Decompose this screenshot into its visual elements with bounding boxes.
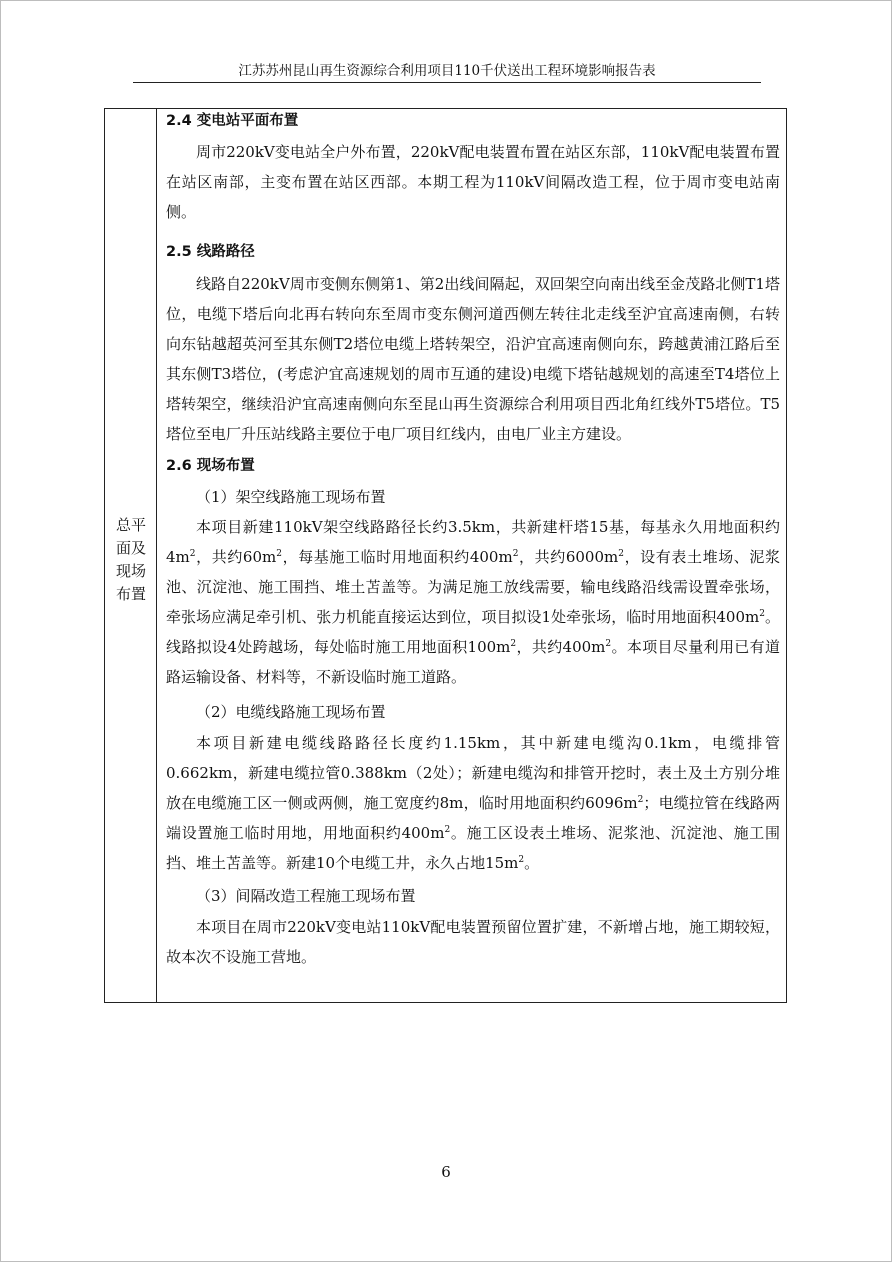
row-label-line: 现场 (115, 562, 146, 580)
superscript: 2 (637, 795, 644, 805)
page-number: 6 (441, 1163, 451, 1181)
header-rule (133, 82, 761, 83)
text-run: ，设有表土堆场、泥浆池、沉淀池、施工围挡、堆土苫盖等。为满足施工放线需要，输电线路沿线需设置牵张场，牵张场应满足牵引机、张力机能直接运达到位，项目拟设1处牵张场，临时用地面积400m (166, 548, 780, 626)
section-heading-2-4: 2.4 变电站平面布置 (166, 113, 299, 129)
text-run: 。线路拟设4处跨越场，每处临时施工用地面积100m (166, 608, 780, 656)
row-label-line: 总平 (115, 516, 146, 534)
text-run: 。本项目尽量利用已有道路运输设备、材料等，不新设临时施工道路。 (166, 638, 780, 686)
section-paragraph-2-4: 周市220kV变电站全户外布置，220kV配电装置布置在站区东部，110kV配电装置布置在站区南部，主变布置在站区西部。本期工程为110kV间隔改造工程，位于周市变电站南侧。 (166, 143, 780, 221)
row-label-line: 布置 (115, 585, 146, 603)
text-run: ，共约60m (195, 548, 277, 566)
superscript: 2 (189, 549, 196, 559)
subsection-paragraph-cable (166, 728, 780, 878)
row-label (105, 514, 157, 606)
superscript: 2 (518, 855, 525, 865)
subsection-title-bay: （3）间隔改造工程施工现场布置 (196, 887, 416, 905)
text-run: 本项目新建电缆线路路径长度约1.15km，其中新建电缆沟0.1km，电缆排管0.662km，新建电缆拉管0.388km（2处）；新建电缆沟和排管开挖时，表土及土方别分堆放在电缆施工区一侧或两侧，施工宽度约8m，临时用地面积约6096m (166, 734, 780, 812)
superscript: 2 (510, 639, 517, 649)
section-heading-2-6: 2.6 现场布置 (166, 458, 255, 474)
text-run: ；电缆拉管在线路两端设置施工临时用地，用地面积约400m (166, 794, 780, 842)
superscript: 2 (276, 549, 282, 559)
superscript: 2 (444, 825, 451, 835)
text-run: 。 (524, 854, 540, 872)
subsection-paragraph-overhead (166, 512, 780, 692)
section-paragraph-2-5: 线路自220kV周市变侧东侧第1、第2出线间隔起，双回架空向南出线至金茂路北侧T1塔位，电缆下塔后向北再右转向东至周市变东侧河道西侧左转往北走线至沪宜高速南侧，右转向东钻越超英河至其东侧T2塔位电缆上塔转架空，沿沪宜高速南侧向东，跨越黄浦江路后至其东侧T3塔位，(考虑沪宜高速规划的周市互通的建设)电缆下塔钻越规划的高速至T4塔位上塔转架空，继续沿沪宜高速南侧向东至昆山再生资源综合利用项目西北角红线外T5塔位。T5塔位至电厂升压站线路主要位于电厂项目红线内，由电厂业主方建设。 (166, 275, 780, 443)
text-run: 本项目新建110kV架空线路路径长约3.5km，共新建杆塔15基，每基永久用地面积约4m (166, 518, 780, 566)
content-cell (158, 109, 786, 1002)
document-header-title: 江苏苏州昆山再生资源综合利用项目110千伏送出工程环境影响报告表 (238, 63, 656, 79)
superscript: 2 (618, 549, 624, 559)
superscript: 2 (512, 549, 519, 559)
text-run: 。施工区设表土堆场、泥浆池、沉淀池、施工围挡、堆土苫盖等。新建10个电缆工井，永久占地15m (166, 824, 780, 872)
subsection-title-overhead: （1）架空线路施工现场布置 (196, 488, 386, 506)
subsection-title-cable: （2）电缆线路施工现场布置 (196, 703, 386, 721)
text-run: ，每基施工临时用地面积约400m (281, 548, 513, 566)
text-run: ，共约400m (516, 638, 606, 656)
row-label-cell (105, 109, 157, 1002)
text-run: ，共约6000m (518, 548, 619, 566)
subsection-paragraph-bay: 本项目在周市220kV变电站110kV配电装置预留位置扩建，不新增占地，施工期较短，故本次不设施工营地。 (166, 918, 780, 966)
section-heading-2-5: 2.5 线路路径 (166, 244, 255, 260)
superscript: 2 (759, 609, 765, 619)
report-table (104, 108, 787, 1003)
row-label-line: 面及 (115, 539, 146, 557)
superscript: 2 (605, 639, 612, 649)
